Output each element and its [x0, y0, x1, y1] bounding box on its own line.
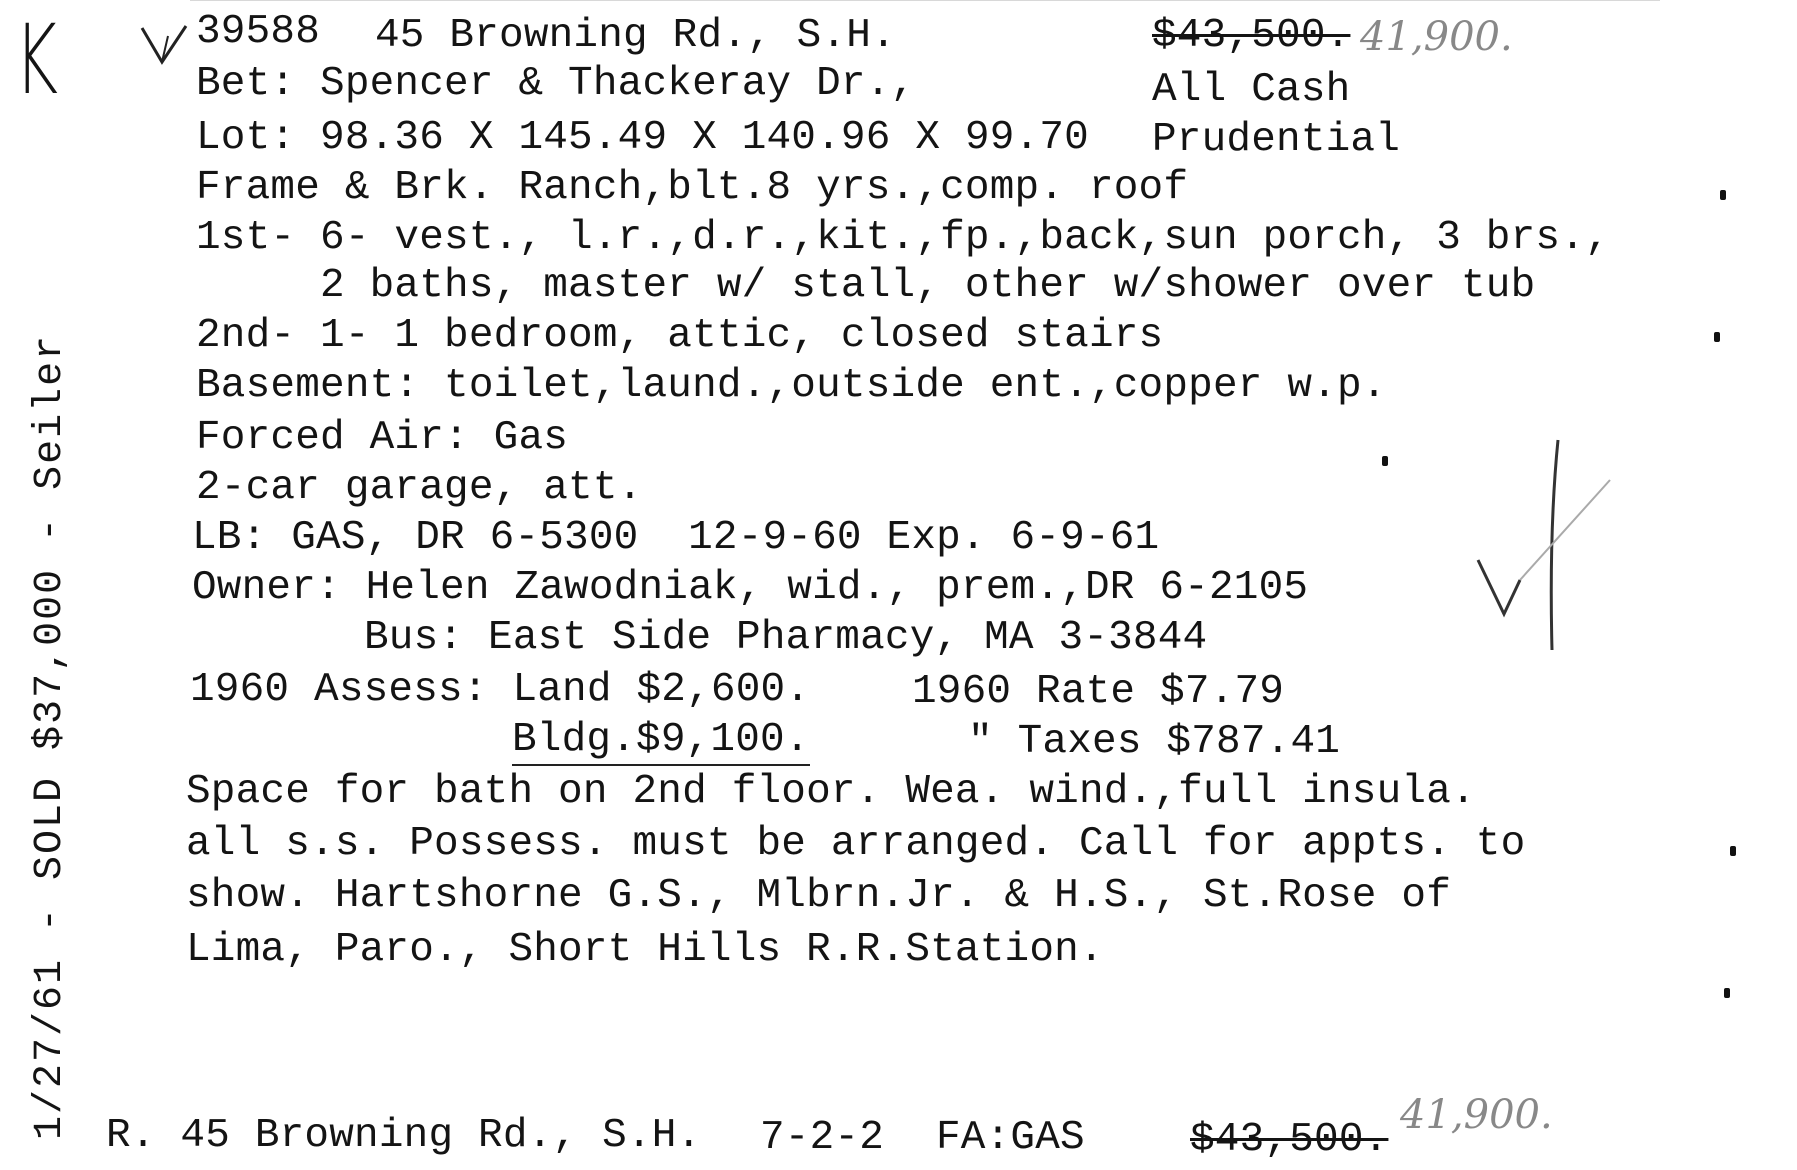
second-floor: 2nd- 1- 1 bedroom, attic, closed stairs [196, 313, 1164, 359]
listing-address: 45 Browning Rd., S.H. [375, 13, 896, 59]
first-floor-baths: 2 baths, master w/ stall, other w/shower over tub [320, 263, 1536, 309]
margin-speck [1730, 846, 1736, 856]
between-streets: Bet: Spencer & Thackeray Dr., [196, 61, 916, 107]
remarks-line-4: Lima, Paro., Short Hills R.R.Station. [186, 927, 1104, 973]
footer-revised-price-handwritten: 41,900. [1400, 1092, 1553, 1138]
construction: Frame & Brk. Ranch,blt.8 yrs.,comp. roof [196, 165, 1189, 211]
owner: Owner: Helen Zawodniak, wid., prem.,DR 6-2105 [192, 565, 1309, 611]
garage: 2-car garage, att. [196, 465, 643, 511]
footer-address: R. 45 Browning Rd., S.H. [106, 1113, 702, 1159]
card-top-edge [190, 0, 1660, 1]
footer-original-price: $43,500. [1190, 1117, 1389, 1163]
first-floor-rooms: 1st- 6- vest., l.r.,d.r.,kit.,fp.,back,sun porch, 3 brs., [196, 215, 1610, 261]
assessment-building: Bldg.$9,100. [512, 718, 810, 766]
margin-speck [1382, 456, 1388, 466]
lockbox-dates: LB: GAS, DR 6-5300 12-9-60 Exp. 6-9-61 [192, 515, 1160, 561]
taxes: " Taxes $787.41 [968, 719, 1341, 765]
lot-dimensions: Lot: 98.36 X 145.49 X 140.96 X 99.70 [196, 115, 1089, 161]
assessment-land: 1960 Assess: Land $2,600. [190, 667, 811, 713]
margin-speck [1714, 332, 1720, 342]
terms: All Cash [1152, 67, 1351, 113]
owner-business: Bus: East Side Pharmacy, MA 3-3844 [364, 615, 1208, 661]
heating: Forced Air: Gas [196, 415, 569, 461]
footer-code: 7-2-2 [760, 1115, 885, 1161]
footer-heat: FA:GAS [936, 1115, 1085, 1161]
margin-speck [1720, 190, 1726, 200]
sold-side-note: 1/27/61 - SOLD $37,000 - Seiler [28, 333, 73, 1140]
margin-speck [1724, 988, 1730, 998]
listing-number: 39588 [196, 9, 321, 55]
remarks-line-1: Space for bath on 2nd floor. Wea. wind.,full insula. [186, 769, 1476, 815]
remarks-line-3: show. Hartshorne G.S., Mlbrn.Jr. & H.S., St.Rose of [186, 873, 1452, 919]
corner-letter: K [14, 4, 59, 116]
checkmark-arrow-icon [138, 22, 194, 72]
remarks-line-2: all s.s. Possess. must be arranged. Call for appts. to [186, 821, 1526, 867]
broker: Prudential [1152, 117, 1401, 163]
revised-price-handwritten: 41,900. [1360, 14, 1513, 60]
original-price: $43,500. [1152, 13, 1351, 59]
basement: Basement: toilet,laund.,outside ent.,copper w.p. [196, 363, 1387, 409]
large-check-mark-icon [1460, 430, 1640, 670]
tax-rate: 1960 Rate $7.79 [912, 669, 1285, 715]
